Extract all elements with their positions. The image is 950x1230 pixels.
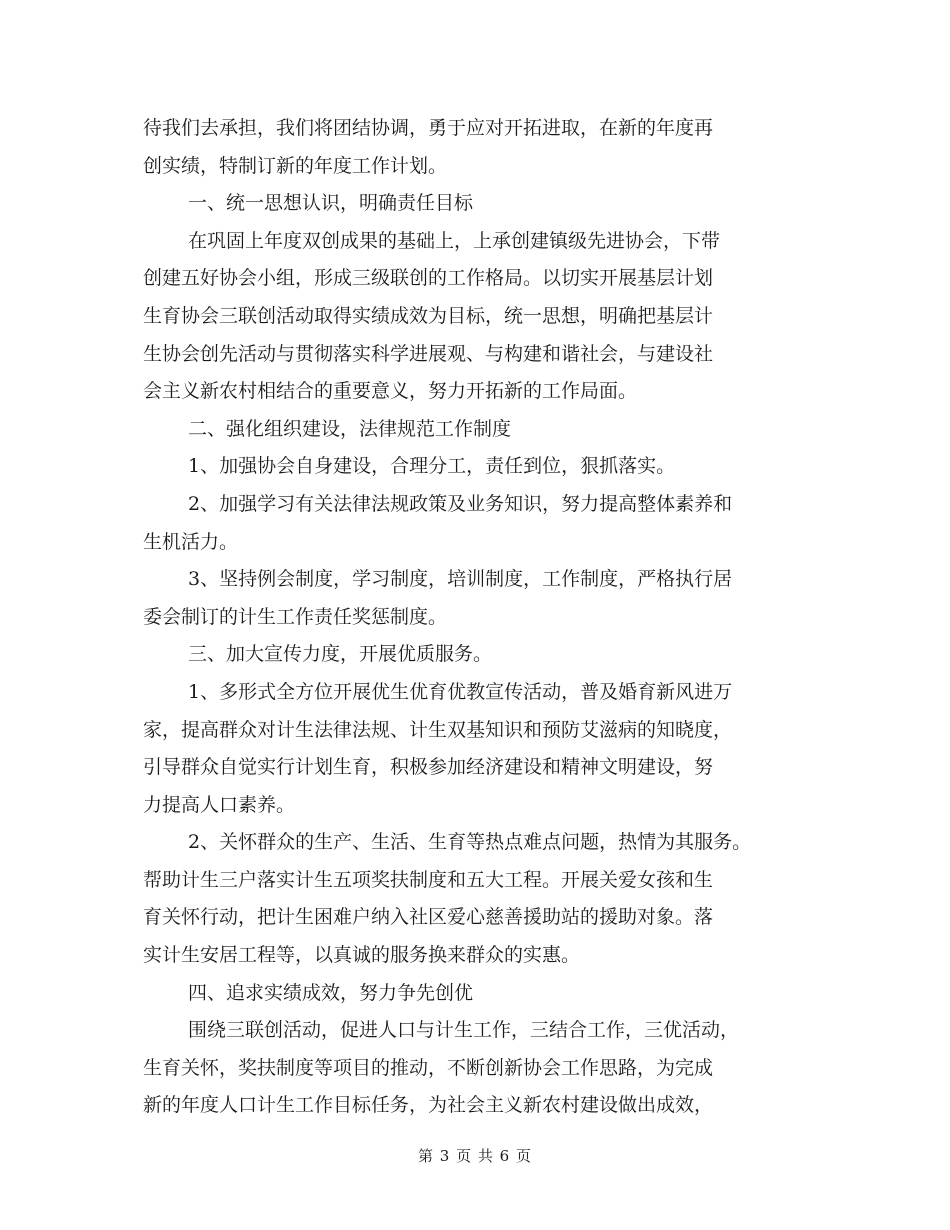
- list-item: 1、多形式全方位开展优生优育优教宣传活动，普及婚育新风进万: [188, 680, 733, 703]
- text-line: 生机活力。: [143, 530, 239, 553]
- section-heading: 二、强化组织建设，法律规范工作制度: [188, 417, 512, 440]
- text-line: 力提高人口素养。: [143, 793, 296, 816]
- text-line: 新的年度人口计生工作目标任务，为社会主义新农村建设做出成效，: [143, 1094, 714, 1117]
- document-body: [143, 110, 813, 1125]
- section-heading: 三、加大宣传力度，开展优质服务。: [188, 643, 493, 666]
- list-item: 2、关怀群众的生产、生活、生育等热点难点问题，热情为其服务。: [188, 831, 752, 854]
- text-line: 实计生安居工程等，以真诚的服务换来群众的实惠。: [143, 944, 581, 967]
- list-item: 1、加强协会自身建设，合理分工，责任到位，狠抓落实。: [188, 455, 676, 478]
- page-number-footer: 第 3 页 共 6 页: [418, 1147, 532, 1165]
- text-line: 育关怀行动，把计生困难户纳入社区爱心慈善援助站的援助对象。落: [143, 906, 714, 929]
- text-line: 生育协会三联创活动取得实绩成效为目标，统一思想，明确把基层计: [143, 304, 714, 327]
- text-line: 委会制订的计生工作责任奖惩制度。: [143, 605, 448, 628]
- text-line: 创建五好协会小组，形成三级联创的工作格局。以切实开展基层计划: [143, 267, 714, 290]
- list-item: 3、坚持例会制度，学习制度，培训制度，工作制度，严格执行居: [188, 568, 733, 591]
- text-line: 围绕三联创活动，促进人口与计生工作，三结合工作，三优活动，: [188, 1019, 740, 1042]
- text-line: 帮助计生三户落实计生五项奖扶制度和五大工程。开展关爱女孩和生: [143, 868, 714, 891]
- text-line: 在巩固上年度双创成果的基础上，上承创建镇级先进协会，下带: [188, 229, 721, 252]
- text-line: 待我们去承担，我们将团结协调，勇于应对开拓进取，在新的年度再: [143, 117, 714, 139]
- text-line: 引导群众自觉实行计划生育，积极参加经济建设和精神文明建设，努: [143, 756, 714, 779]
- section-heading: 一、统一思想认识，明确责任目标: [188, 192, 474, 215]
- text-line: 生育关怀，奖扶制度等项目的推动，不断创新协会工作思路，为完成: [143, 1056, 714, 1079]
- text-line: 会主义新农村相结合的重要意义，努力开拓新的工作局面。: [143, 380, 638, 403]
- section-heading: 四、追求实绩成效，努力争先创优: [188, 981, 474, 1004]
- text-line: 家，提高群众对计生法律法规、计生双基知识和预防艾滋病的知晓度，: [143, 718, 733, 741]
- list-item: 2、加强学习有关法律法规政策及业务知识，努力提高整体素养和: [188, 492, 733, 515]
- text-line: 创实绩，特制订新的年度工作计划。: [143, 154, 448, 177]
- text-line: 生协会创先活动与贯彻落实科学进展观、与构建和谐社会，与建设社: [143, 342, 714, 365]
